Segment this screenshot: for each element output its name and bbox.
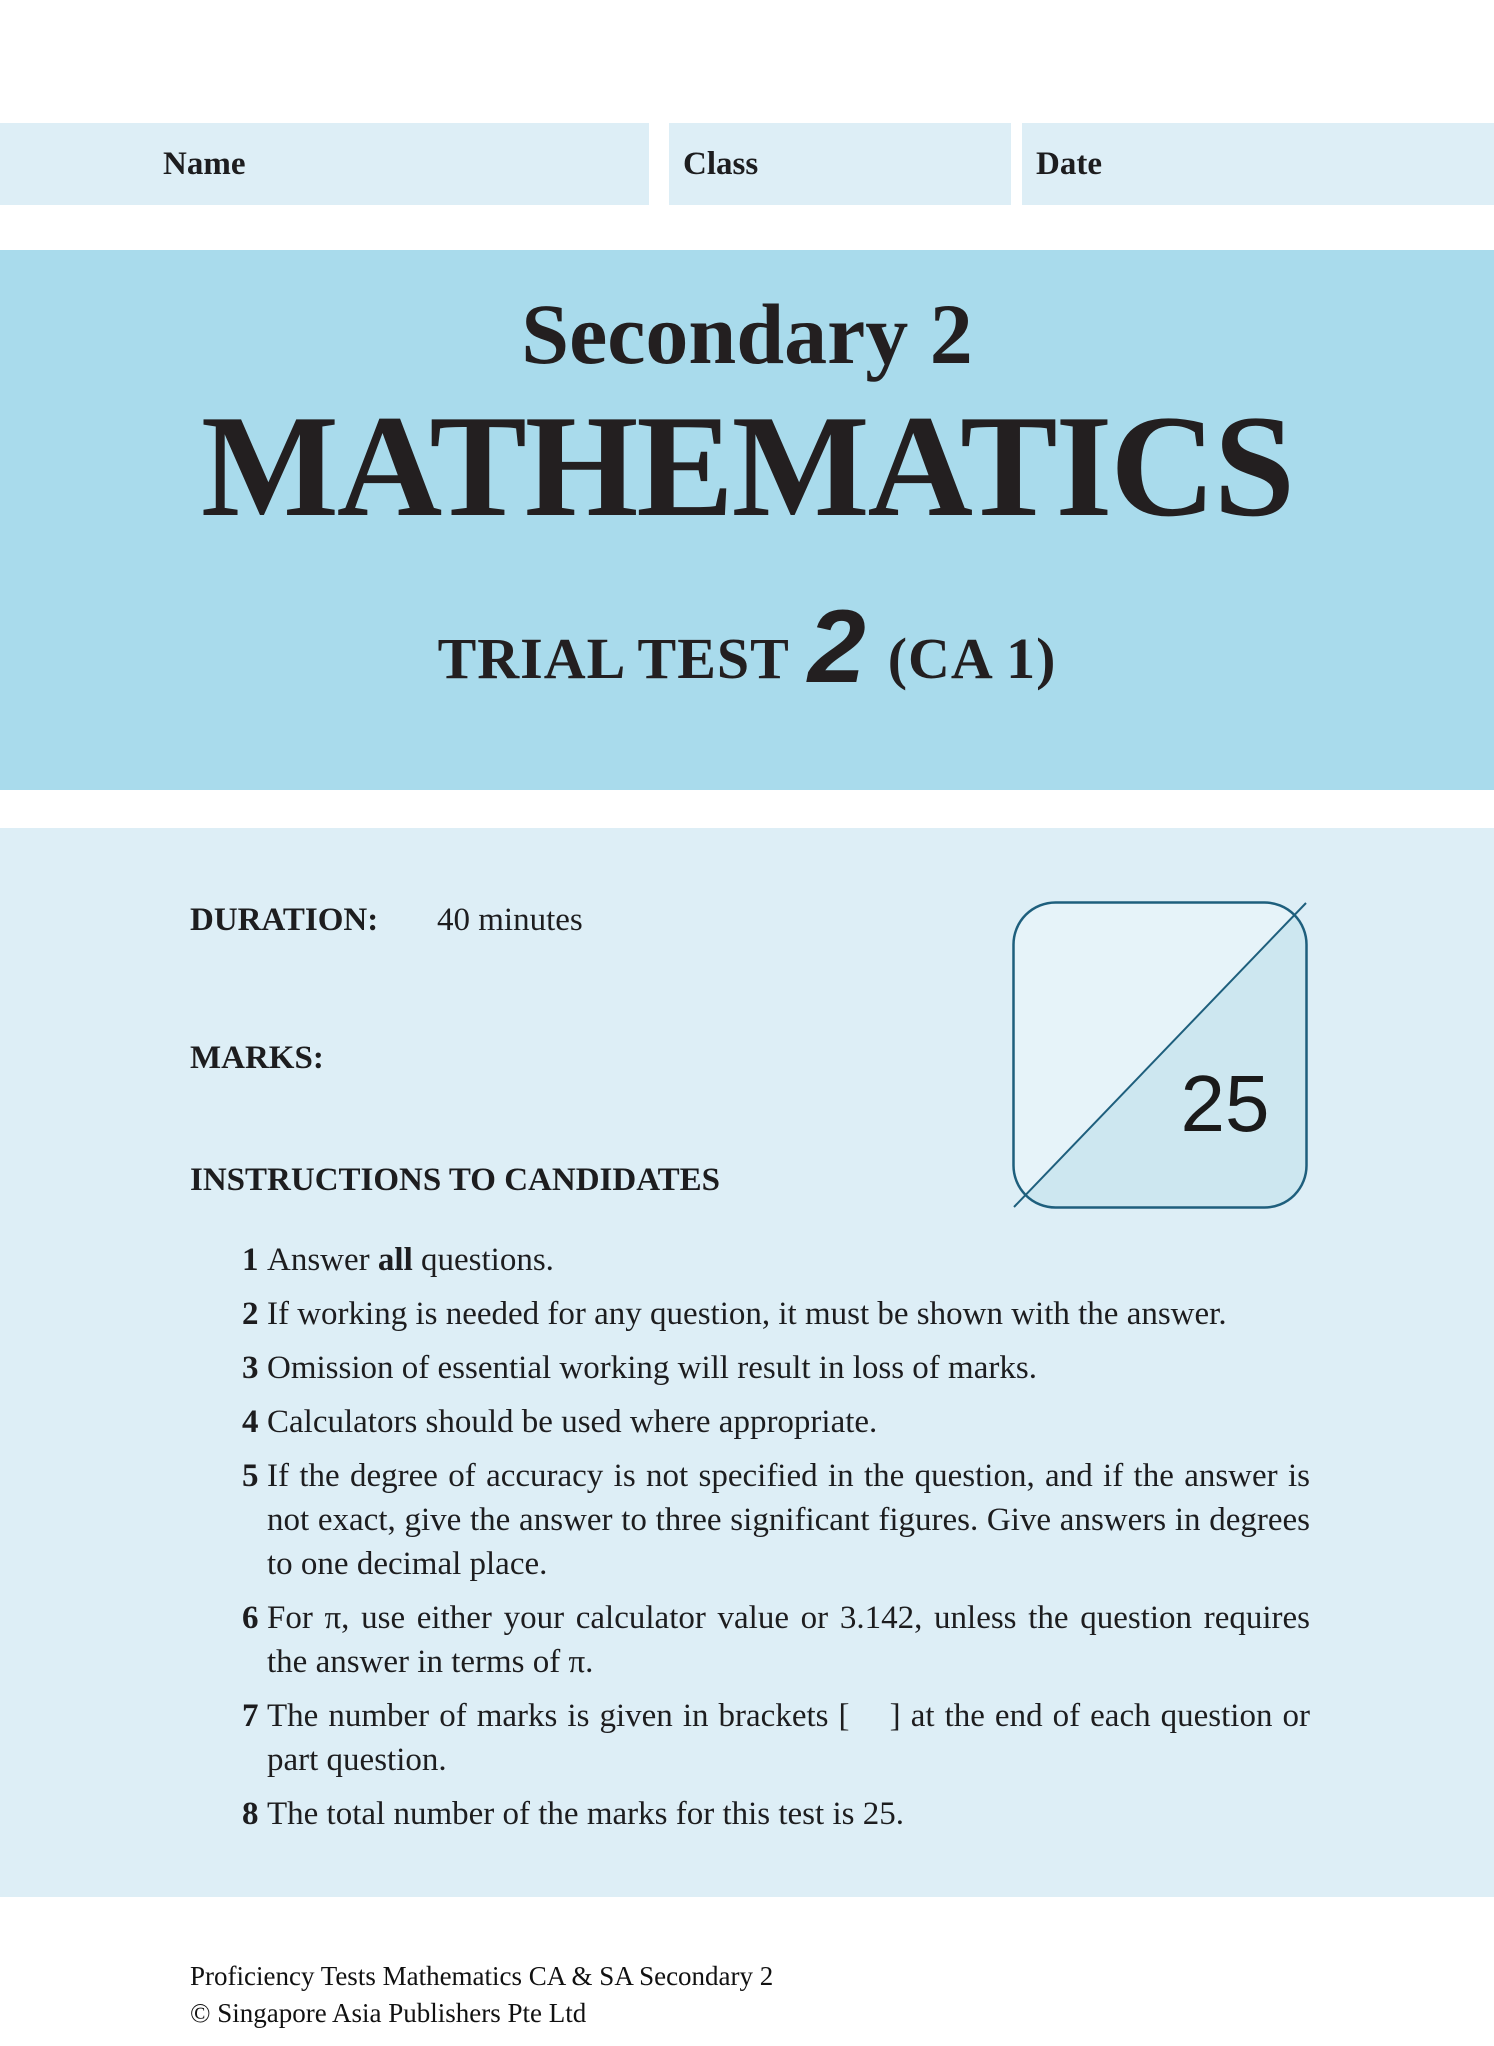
- name-label: Name: [163, 145, 246, 182]
- instruction-number: 1: [242, 1242, 259, 1278]
- trial-test-number: 2: [807, 589, 866, 705]
- instruction-number: 8: [242, 1796, 259, 1832]
- instruction-text: For π, use either your calculator value or 3.142, unless the question requires the answer in terms of π.: [267, 1600, 1310, 1680]
- instruction-item: [190, 1454, 1310, 1586]
- instruction-number: 4: [242, 1404, 259, 1440]
- instruction-text: The number of marks is given in brackets [ ] at the end of each question or part question.: [267, 1698, 1310, 1778]
- instruction-text: Calculators should be used where appropriate.: [267, 1404, 878, 1440]
- title-banner: [0, 250, 1494, 790]
- instruction-item: [190, 1400, 1310, 1444]
- instruction-number: 6: [242, 1600, 259, 1636]
- class-label: Class: [683, 145, 759, 182]
- total-marks-box: [1012, 901, 1308, 1209]
- marks-label: MARKS:: [190, 1040, 324, 1076]
- instruction-item: [190, 1694, 1310, 1782]
- date-label: Date: [1036, 145, 1102, 182]
- trial-test-ca-label: (CA 1): [887, 626, 1057, 691]
- instruction-item: [190, 1238, 1310, 1282]
- duration-value: 40 minutes: [437, 902, 583, 938]
- instruction-text: If the degree of accuracy is not specified in the question, and if the answer is not exact, give the answer to three significant figures. Give answers in degrees to one decimal place.: [267, 1458, 1310, 1582]
- instruction-text-post: questions.: [412, 1242, 554, 1278]
- instruction-item: [190, 1792, 1310, 1836]
- instruction-item: [190, 1346, 1310, 1390]
- name-field[interactable]: [0, 123, 649, 205]
- header-band: [0, 123, 1494, 205]
- instruction-text-pre: Answer: [267, 1242, 378, 1278]
- banner-subtitle: Secondary 2: [521, 286, 973, 382]
- instruction-number: 2: [242, 1296, 259, 1332]
- trial-test-label: TRIAL TEST: [437, 626, 790, 691]
- footer: [190, 1958, 773, 2032]
- class-field[interactable]: [669, 123, 1011, 205]
- instruction-item: [190, 1292, 1310, 1336]
- total-marks-value: 25: [1180, 1059, 1270, 1148]
- instruction-number: 3: [242, 1350, 259, 1386]
- instruction-text: Omission of essential working will result in loss of marks.: [267, 1350, 1037, 1386]
- instruction-text: If working is needed for any question, it must be shown with the answer.: [267, 1296, 1227, 1332]
- instruction-text: The total number of the marks for this test is 25.: [267, 1796, 904, 1832]
- instruction-number: 7: [242, 1698, 259, 1734]
- footer-series-line: Proficiency Tests Mathematics CA & SA Secondary 2: [190, 1961, 774, 1991]
- field-gap: [649, 123, 669, 205]
- instruction-item: [190, 1596, 1310, 1684]
- duration-label: DURATION:: [190, 902, 379, 938]
- instructions-heading: INSTRUCTIONS TO CANDIDATES: [190, 1162, 720, 1198]
- instruction-text-bold: all: [377, 1242, 413, 1278]
- field-gap: [1011, 123, 1022, 205]
- instructions-list: [190, 1238, 1310, 1836]
- total-marks-box-graphic: [1012, 901, 1308, 1209]
- trial-test-line: [0, 588, 1494, 714]
- footer-copyright-line: © Singapore Asia Publishers Pte Ltd: [190, 1998, 587, 2028]
- instruction-text: [267, 1238, 1310, 1282]
- date-field[interactable]: [1022, 123, 1494, 205]
- banner-title: MATHEMATICS: [201, 385, 1293, 547]
- instruction-number: 5: [242, 1458, 259, 1494]
